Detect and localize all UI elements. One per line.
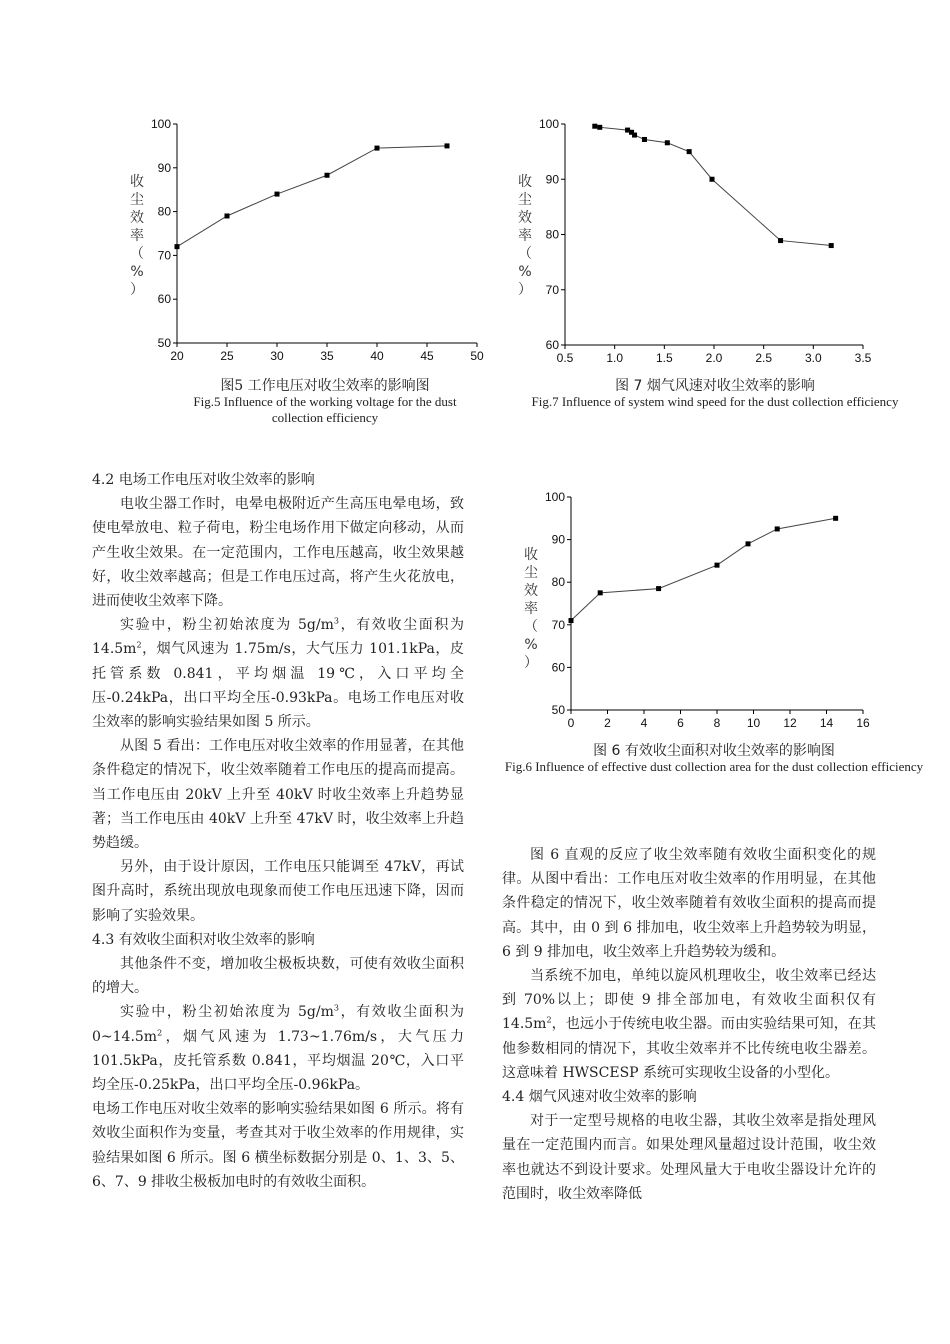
- fig6-y-tick-label: 80: [551, 575, 565, 590]
- fig6-x-tick-label: 2: [604, 716, 611, 730]
- fig7-data-point: [687, 149, 692, 154]
- fig6-x-tick-label: 6: [677, 716, 684, 730]
- fig7-x-tick-label: 0.5: [556, 351, 574, 365]
- fig5-data-point: [445, 143, 450, 148]
- text-run: ，烟气风速为 1.75m/s，大气压力 101.1kPa，皮托管系数 0.841，平均烟温 19℃，入口平均全压-0.24kPa，出口平均全压-0.93kPa。电场工作电压对收尘效率的影响实验结果如图 5 所示。: [92, 641, 464, 731]
- fig5-x-tick-label: 50: [470, 349, 484, 363]
- fig7-y-label-char: 效: [518, 210, 532, 226]
- fig6-x-tick-label: 8: [713, 716, 721, 730]
- paragraph: 对于一定型号规格的电收尘器，其收尘效率是指处理风量在一定范围内而言。如果处理风量超过设计范围，收尘效率也就达不到设计要求。处理风量大于电收尘器设计允许的范围时，收尘效率降低: [502, 1113, 876, 1202]
- fig6-data-point: [746, 541, 751, 546]
- fig5-x-tick-label: 20: [170, 349, 184, 363]
- fig5-x-tick-label: 40: [370, 349, 384, 363]
- fig6-y-label-char: 率: [524, 601, 538, 617]
- fig7-x-tick-label: 1.5: [655, 351, 673, 365]
- figure-6-caption-en: Fig.6 Influence of effective dust collection area for the dust collection efficiency: [504, 759, 924, 774]
- fig7-y-label-char: ）: [518, 282, 532, 298]
- fig5-y-label-char: （: [130, 246, 144, 262]
- fig7-data-point: [665, 140, 670, 145]
- fig7-x-tick-label: 2.0: [705, 351, 723, 365]
- fig7-data-point: [592, 124, 597, 129]
- paragraph: 另外，由于设计原因，工作电压只能调至 47kV，再试图升高时，系统出现放电现象而使工作电压迅速下降，因而影响了实验效果。: [92, 859, 464, 924]
- fig6-data-point: [715, 563, 720, 568]
- superscript: 2: [136, 640, 142, 650]
- figure-5-chart: [120, 112, 500, 372]
- fig6-data-point: [598, 590, 603, 595]
- fig7-x-tick-label: 1.0: [606, 351, 624, 365]
- figure-5-caption: [175, 378, 475, 426]
- fig7-y-label-char: 尘: [518, 192, 532, 208]
- fig5-y-label-char: 率: [130, 228, 144, 244]
- fig7-data-point: [829, 243, 834, 248]
- fig6-x-tick-label: 10: [746, 716, 761, 730]
- fig5-y-label-char: 收: [130, 174, 144, 190]
- fig7-y-label-char: （: [518, 246, 532, 262]
- fig7-data-point: [632, 133, 637, 138]
- figure-6-caption: [478, 743, 950, 775]
- fig6-data-point: [656, 586, 661, 591]
- text-run: 当系统不加电，单纯以旋风机理收尘，收尘效率已经达到 70%以上；即使 9 排全部加电，有效收尘面积仅有 14.5m: [502, 968, 876, 1033]
- fig5-y-label-char: %: [130, 264, 144, 280]
- fig5-data-point: [375, 146, 380, 151]
- fig7-data-point: [710, 177, 715, 182]
- fig7-y-tick-label: 90: [545, 172, 559, 187]
- section-4-4-heading: 4.4 烟气风速对收尘效率的影响: [502, 1089, 697, 1106]
- superscript: 2: [157, 1028, 163, 1038]
- fig5-data-point: [275, 192, 280, 197]
- text-run: ，有效收尘面积为 14.5m: [92, 617, 465, 658]
- fig6-x-tick-label: 16: [856, 716, 870, 730]
- figure-7-caption-en: Fig.7 Influence of system wind speed for the dust collection efficiency: [531, 394, 899, 409]
- fig6-data-point: [775, 526, 780, 531]
- fig7-y-tick-label: 100: [538, 117, 559, 131]
- paragraph: [502, 964, 876, 1085]
- fig5-x-tick-label: 30: [270, 349, 284, 363]
- fig6-data-point: [833, 516, 838, 521]
- fig7-y-label-char: 收: [518, 174, 532, 190]
- fig6-y-label-char: 效: [524, 583, 538, 599]
- fig6-data-point: [569, 618, 574, 623]
- superscript: 3: [333, 616, 339, 626]
- fig5-data-point: [325, 173, 330, 178]
- fig7-data-point: [642, 137, 647, 142]
- fig5-y-tick-label: 50: [157, 336, 171, 350]
- figure-5-caption-en: Fig.5 Influence of the working voltage for the dust collection efficiency: [193, 394, 457, 425]
- fig5-x-tick-label: 45: [420, 349, 434, 363]
- figure-5-caption-zh: 图5 工作电压对收尘效率的影响图: [220, 378, 430, 394]
- figure-6: [515, 485, 895, 745]
- fig5-y-tick-label: 60: [157, 292, 171, 307]
- paragraph: [92, 613, 464, 734]
- paragraph: 其他条件不变，增加收尘极板块数，可使有效收尘面积的增大。: [92, 956, 464, 997]
- fig6-x-tick-label: 0: [567, 716, 575, 730]
- superscript: 3: [333, 1003, 339, 1013]
- fig5-data-point: [175, 244, 180, 249]
- fig6-y-label-char: ）: [524, 655, 538, 671]
- fig5-y-label-char: 效: [130, 210, 144, 226]
- paragraph: 电收尘器工作时，电晕电极附近产生高压电晕电场，致使电晕放电、粒子荷电，粉尘电场作用下做定向移动，从而产生收尘效果。在一定范围内，工作电压越高，收尘效果越好，收尘效率越高；但是工作电压过高，将产生火花放电，进而使收尘效率下降。: [92, 496, 464, 610]
- fig5-x-tick-label: 25: [220, 349, 234, 363]
- fig5-y-tick-label: 80: [157, 204, 171, 219]
- paragraph: 电场工作电压对收尘效率的影响实验结果如图 6 所示。将有效收尘面积作为变量，考查其对于收尘效率的作用规律，实验结果如图 6 所示。图 6 横坐标数据分别是 0、1、3、5、6、7、9 排收尘极板加电时的有效收尘面积。: [92, 1101, 464, 1190]
- fig6-y-tick-label: 50: [551, 703, 565, 717]
- paragraph: 从图 5 看出：工作电压对收尘效率的作用显著，在其他条件稳定的情况下，收尘效率随着工作电压的提高而提高。当工作电压由 20kV 上升至 40kV 时收尘效率上升趋势显著；当工作电压由 40kV 上升至 47kV 时，收尘效率上升趋势趋缓。: [92, 738, 464, 852]
- fig5-series-line: [177, 146, 447, 247]
- fig5-y-tick-label: 90: [157, 160, 171, 175]
- fig7-y-tick-label: 60: [545, 338, 559, 352]
- figure-7-caption: [505, 378, 925, 410]
- fig7-series-line: [595, 126, 831, 245]
- right-text-column: [502, 843, 876, 1206]
- fig7-x-tick-label: 3.0: [804, 351, 822, 365]
- figure-7-caption-zh: 图 7 烟气风速对收尘效率的影响: [615, 378, 815, 394]
- fig7-y-label-char: 率: [518, 228, 532, 244]
- fig6-series-line: [571, 518, 836, 620]
- paragraph: 图 6 直观的反应了收尘效率随有效收尘面积变化的规律。从图中看出：工作电压对收尘效率的作用明显，在其他条件稳定的情况下，收尘效率随着有效收尘面积的提高而提高。其中，由 0 到 6 排加电，收尘效率上升趋势较为明显，6 到 9 排加电，收尘效率上升趋势较为缓和。: [502, 847, 876, 960]
- fig6-y-tick-label: 70: [551, 617, 565, 632]
- fig7-y-tick-label: 80: [545, 227, 559, 242]
- section-4-3-heading: 4.3 有效收尘面积对收尘效率的影响: [92, 931, 315, 948]
- fig6-x-tick-label: 14: [819, 716, 834, 730]
- fig5-data-point: [225, 213, 230, 218]
- paragraph: [92, 1000, 464, 1097]
- text-run: ，烟气风速为 1.73~1.76m/s，大气压力 101.5kPa，皮托管系数 0.841，平均烟温 20℃，入口平均全压-0.25kPa，出口平均全压-0.96kPa。: [92, 1028, 464, 1094]
- text-run: 实验中，粉尘初始浓度为 5g/m: [120, 617, 334, 634]
- fig7-y-tick-label: 70: [545, 282, 559, 297]
- fig6-x-tick-label: 4: [640, 716, 648, 730]
- fig7-x-tick-label: 2.5: [755, 351, 773, 365]
- fig7-data-point: [778, 238, 783, 243]
- fig7-data-point: [597, 125, 602, 130]
- fig5-y-tick-label: 70: [157, 248, 171, 263]
- figure-6-caption-zh: 图 6 有效收尘面积对收尘效率的影响图: [593, 743, 835, 759]
- fig6-y-tick-label: 60: [551, 660, 565, 675]
- fig6-y-tick-label: 100: [544, 490, 565, 504]
- superscript: 2: [546, 1015, 552, 1025]
- text-run: ，也远小于传统电收尘器。而由实验结果可知，在其他参数相同的情况下，其收尘效率并不比传统电收尘器差。这意味着 HWSCESP 系统可实现收尘设备的小型化。: [502, 1016, 876, 1081]
- figure-7: [515, 112, 895, 372]
- fig6-y-label-char: 尘: [524, 565, 538, 581]
- fig7-x-tick-label: 3.5: [854, 351, 872, 365]
- text-run: 实验中，粉尘初始浓度为 5g/m: [120, 1004, 334, 1021]
- fig6-y-label-char: 收: [524, 547, 538, 563]
- fig5-x-tick-label: 35: [320, 349, 334, 363]
- figure-7-chart: [515, 112, 895, 372]
- fig7-y-label-char: %: [518, 264, 532, 280]
- fig5-y-tick-label: 100: [150, 117, 171, 131]
- fig5-y-label-char: ）: [130, 282, 144, 298]
- fig5-y-label-char: 尘: [130, 192, 144, 208]
- section-4-2-heading: 4.2 电场工作电压对收尘效率的影响: [92, 472, 315, 488]
- figure-5: [120, 112, 500, 372]
- fig6-y-label-char: %: [524, 637, 538, 653]
- fig6-y-label-char: （: [524, 619, 538, 635]
- left-text-column: [92, 468, 464, 1194]
- fig6-y-tick-label: 90: [551, 532, 565, 547]
- text-run: ，有效收尘面积为 0~14.5m: [92, 1004, 465, 1045]
- fig6-x-tick-label: 12: [783, 716, 797, 730]
- figure-6-chart: [515, 485, 895, 745]
